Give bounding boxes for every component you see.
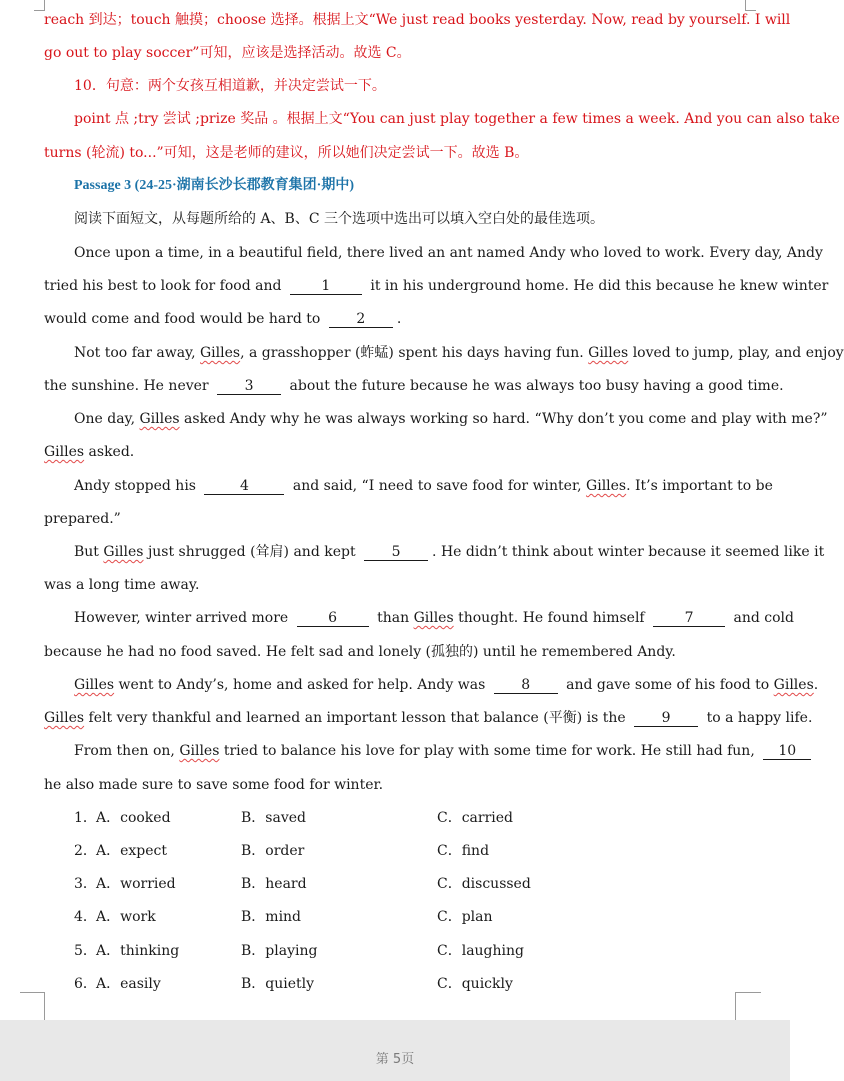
option-b: B．order (241, 843, 305, 859)
name-gilles: Gilles (139, 411, 180, 427)
text-segment: and gave some of his food to (566, 677, 770, 693)
text-segment: would come and food would be hard to (44, 311, 321, 327)
text-segment: to a happy life. (706, 710, 813, 726)
option-a: A．expect (96, 843, 168, 859)
text-segment: From then on, (74, 743, 175, 759)
passage-line: he also made sure to save some food for winter. (44, 777, 384, 793)
option-c: C．plan (437, 909, 493, 925)
text-segment: tried his best to look for food and (44, 278, 282, 294)
instruction: 阅读下面短文，从每题所给的 A、B、C 三个选项中选出可以填入空白处的最佳选项。 (74, 211, 605, 227)
blank-3: 3 (217, 378, 281, 395)
passage-line (44, 443, 740, 461)
answer-explanation-line: go out to play soccer”可知，应该是选择活动。故选 C。 (44, 45, 411, 61)
margin-corner-mark (20, 992, 44, 1003)
text-segment: . He didn’t think about winter because it seemed like it (432, 544, 825, 560)
option-c: C．carried (437, 810, 514, 826)
text-segment: . It’s important to be (626, 478, 773, 494)
text-segment: felt very thankful and learned an important lesson that balance (平衡) is the (88, 710, 626, 726)
text-segment: But (74, 544, 99, 560)
blank-1: 1 (290, 278, 362, 295)
text-segment: about the future because he was always too busy having a good time. (289, 378, 784, 394)
text-segment: went to Andy’s, home and asked for help. Andy was (118, 677, 486, 693)
text-segment: However, winter arrived more (74, 610, 289, 626)
blank-4: 4 (204, 478, 284, 495)
question-number: 2． (74, 843, 97, 859)
answer-explanation-line: point 点 ;try 尝试 ;prize 奖品 。根据上文“You can just play together a few times a week. And you can also take (74, 111, 840, 127)
blank-8: 8 (494, 677, 558, 694)
margin-corner-mark (735, 992, 736, 1020)
passage-line (74, 410, 828, 428)
name-gilles: Gilles (44, 710, 85, 726)
blank-2: 2 (329, 311, 393, 328)
text-segment: loved to jump, play, and enjoy (632, 345, 844, 361)
option-c: C．laughing (437, 943, 524, 959)
option-b: B．mind (241, 909, 302, 925)
passage-line (74, 543, 825, 561)
text-segment: the sunshine. He never (44, 378, 209, 394)
option-b: B．playing (241, 943, 318, 959)
margin-corner-mark (735, 992, 761, 1003)
passage-line (44, 310, 740, 328)
blank-6: 6 (297, 610, 369, 627)
passage-line (74, 676, 819, 694)
passage-title: Passage 3 (24-25·湖南长沙长郡教育集团·期中) (74, 178, 354, 193)
question-number: 6． (74, 976, 97, 992)
option-c: C．discussed (437, 876, 531, 892)
option-b: B．saved (241, 810, 306, 826)
answer-explanation-line: turns (轮流) to...”可知，这是老师的建议，所以她们决定尝试一下。故选 B。 (44, 145, 529, 161)
blank-5: 5 (364, 544, 428, 561)
question-number: 4． (74, 909, 97, 925)
passage-line (74, 742, 797, 760)
passage-line: because he had no food saved. He felt sad and lonely (孤独的) until he remembered Andy. (44, 644, 676, 660)
passage-line (74, 344, 844, 362)
answer-explanation-line: reach 到达；touch 触摸；choose 选择。根据上文“We just read books yesterday. Now, read by yourself. I will (44, 12, 791, 28)
text-segment: Andy stopped his (74, 478, 196, 494)
passage-line (44, 709, 813, 727)
name-gilles: Gilles (179, 743, 220, 759)
option-c: C．find (437, 843, 490, 859)
name-gilles: Gilles (413, 610, 454, 626)
text-segment: and said, “I need to save food for winter, (292, 478, 582, 494)
question-number: 1． (74, 810, 97, 826)
text-segment: One day, (74, 411, 136, 427)
text-segment: . (396, 311, 402, 327)
name-gilles: Gilles (586, 478, 627, 494)
option-b: B．quietly (241, 976, 315, 992)
option-a: A．easily (96, 976, 161, 992)
passage-line (44, 277, 829, 295)
page-number: 第 5页 (375, 1052, 415, 1067)
text-segment: , a grasshopper (蚱蜢) spent his days having fun. (240, 345, 584, 361)
question-number: 5． (74, 943, 97, 959)
text-segment: tried to balance his love for play with some time for work. He still had fun, (223, 743, 755, 759)
passage-line: prepared.” (44, 511, 121, 527)
blank-7: 7 (653, 610, 725, 627)
margin-corner-mark (44, 992, 45, 1020)
option-a: A．cooked (96, 810, 171, 826)
question-number: 3． (74, 876, 97, 892)
text-segment: asked. (88, 444, 135, 460)
option-a: A．worried (96, 876, 176, 892)
text-segment: just shrugged (耸肩) and kept (147, 544, 356, 560)
passage-line: was a long time away. (44, 577, 200, 593)
answer-explanation-line: 10．句意：两个女孩互相道歉，并决定尝试一下。 (74, 78, 386, 94)
name-gilles: Gilles (44, 444, 85, 460)
name-gilles: Gilles (74, 677, 115, 693)
name-gilles: Gilles (200, 345, 241, 361)
option-a: A．thinking (96, 943, 180, 959)
option-c: C．quickly (437, 976, 513, 992)
text-segment: Not too far away, (74, 345, 196, 361)
passage-line (44, 377, 784, 395)
margin-corner-mark (745, 0, 756, 11)
name-gilles: Gilles (103, 544, 144, 560)
passage-line (74, 609, 794, 627)
text-segment: thought. He found himself (458, 610, 645, 626)
option-b: B．heard (241, 876, 307, 892)
text-segment: it in his underground home. He did this because he knew winter (370, 278, 829, 294)
passage-line (74, 477, 773, 495)
text-segment: and cold (733, 610, 794, 626)
name-gilles: Gilles (588, 345, 629, 361)
text-segment: asked Andy why he was always working so hard. “Why don’t you come and play with me?” (184, 411, 828, 427)
name-gilles: Gilles (773, 677, 814, 693)
text-segment: than (377, 610, 410, 626)
margin-corner-mark (34, 0, 45, 11)
text-segment: . (813, 677, 819, 693)
option-a: A．work (96, 909, 156, 925)
blank-9: 9 (634, 710, 698, 727)
passage-line: Once upon a time, in a beautiful field, there lived an ant named Andy who loved to work. Every day, Andy (74, 245, 823, 261)
blank-10: 10 (763, 743, 811, 760)
